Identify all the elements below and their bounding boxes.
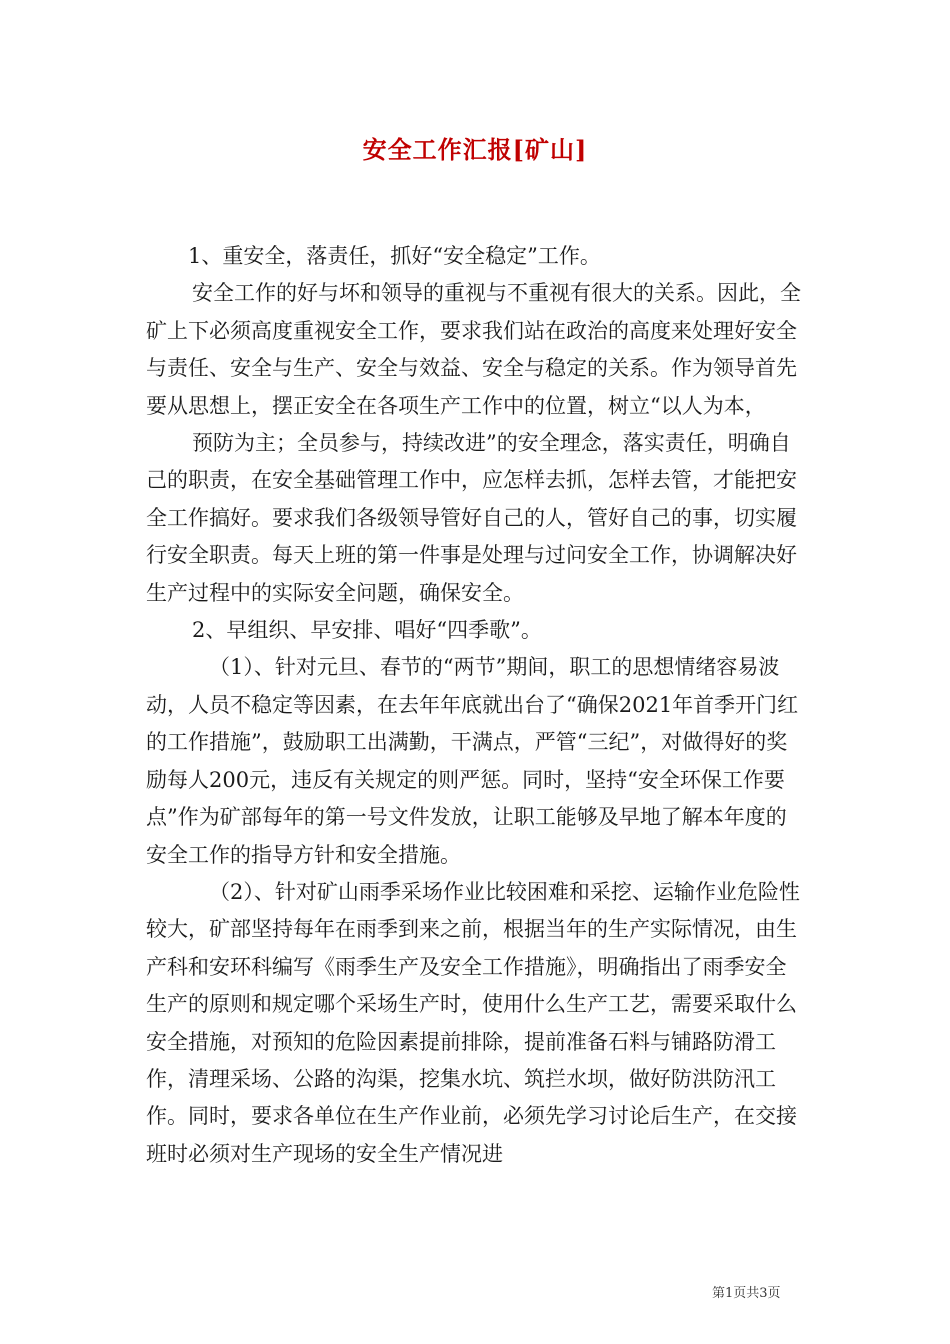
page-number-footer: 第1页共3页 [712, 1286, 781, 1301]
paragraph-item-2-rainy-season: （2）、针对矿山雨季采场作业比较困难和采挖、运输作业危险性较大，矿部坚持每年在雨季到来之前，根据当年的生产实际情况，由生产科和安环科编写《雨季生产及安全工作措施》，明确指出了雨季安全生产的原则和规定哪个采场生产时，使用什么生产工艺，需要采取什么安全措施，对预知的危险因素提前排除，提前准备石料与铺路防滑工作，清理采场、公路的沟渠，挖集水坑、筑拦水坝，做好防洪防汛工作。同时，要求各单位在生产作业前，必须先学习讨论后生产，在交接班时必须对生产现场的安全生产情况进 [146, 879, 800, 1166]
paragraph-item-1-holidays: （1）、针对元旦、春节的“两节”期间，职工的思想情绪容易波动，人员不稳定等因素，在去年年底就出台了“确保2021年首季开门红的工作措施”，鼓励职工出满勤，干满点，严管“三纪”，对做得好的奖励每人200元，违反有关规定的则严惩。同时，坚持“安全环保工作要点”作为矿部每年的第一号文件发放，让职工能够及早地了解本年度的安全工作的指导方针和安全措施。 [146, 655, 799, 867]
document-title: 安全工作汇报[矿山] [362, 135, 588, 164]
document-body [146, 238, 806, 1173]
paragraph-safety-leadership: 安全工作的好与坏和领导的重视与不重视有很大的关系。因此，全矿上下必须高度重视安全工作，要求我们站在政治的高度来处理好安全与责任、安全与生产、安全与效益、安全与稳定的关系。作为领导首先要从思想上，摆正安全在各项生产工作中的位置，树立“以人为本， [146, 281, 801, 418]
paragraph-section-2-heading: 2、早组织、早安排、唱好“四季歌”。 [192, 618, 542, 643]
paragraph-section-1-heading: 1、重安全，落责任，抓好“安全稳定”工作。 [188, 244, 601, 268]
paragraph-prevention-first: 预防为主；全员参与，持续改进”的安全理念，落实责任，明确自己的职责，在安全基础管理工作中，应怎样去抓，怎样去管，才能把安全工作搞好。要求我们各级领导管好自己的人，管好自己的事，切实履行安全职责。每天上班的第一件事是处理与过问安全工作，协调解决好生产过程中的实际安全问题，确保安全。 [146, 431, 797, 605]
